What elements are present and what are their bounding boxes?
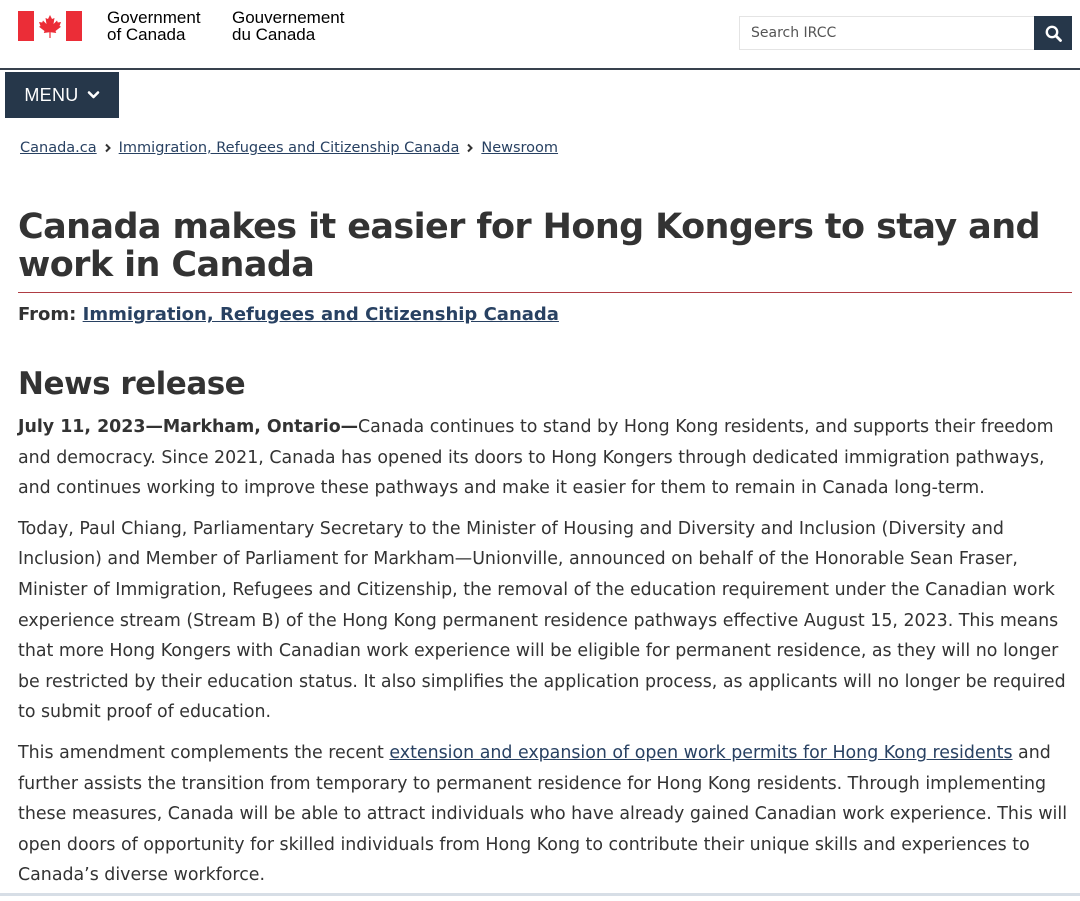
search-icon <box>1045 25 1062 42</box>
breadcrumb-link-ircc[interactable]: Immigration, Refugees and Citizenship Canada <box>118 140 460 156</box>
search-form <box>739 16 1072 50</box>
menu-button[interactable] <box>5 72 119 118</box>
from-department-link[interactable]: Immigration, Refugees and Citizenship Canada <box>82 304 559 325</box>
search-input[interactable] <box>739 16 1034 50</box>
menu-label: MENU <box>24 84 79 105</box>
site-header <box>0 0 1080 70</box>
breadcrumb <box>20 140 558 156</box>
paragraph-2: Today, Paul Chiang, Parliamentary Secretary to the Minister of Housing and Diversity and Inclusion (Diversity and Inclusion) and Member of Parliament for Markham—Unionville, announced on behalf of the Honorable Sean Fraser, Minister of Immigration, Refugees and Citizenship, the removal of the education requirement under the Canadian work experience stream (Stream B) of the Hong Kong permanent residence pathways effective August 15, 2023. This means that more Hong Kongers with Canadian work experience will be eligible for permanent residence, as they will no longer be restricted by their education status. It also simplifies the application process, as applicants will no longer be required to submit proof of education. <box>18 518 1066 723</box>
title-divider <box>18 292 1072 293</box>
chevron-down-icon <box>87 90 100 100</box>
paragraph-3-before: This amendment complements the recent <box>18 742 390 763</box>
wordmark-fr-line1: Gouvernement <box>232 8 345 27</box>
section-heading: News release <box>18 366 246 402</box>
paragraph-3-after: and further assists the transition from temporary to permanent residence for Hong Kong residents. Through implementing these measures, Canada will be able to attract individuals who have already gained Canadian work experience. This will open doors of opportunity for skilled individuals from Hong Kong to contribute their unique skills and experiences to Canada’s diverse workforce. <box>18 742 1068 886</box>
page-title: Canada makes it easier for Hong Kongers to stay and work in Canada <box>18 207 1040 285</box>
wordmark-french <box>232 9 344 43</box>
canada-flag-logo[interactable] <box>18 11 82 41</box>
from-line <box>18 304 559 325</box>
wordmark-english <box>107 9 201 43</box>
wordmark-fr-line2: du Canada <box>232 25 316 44</box>
search-button[interactable] <box>1034 16 1072 50</box>
dateline: July 11, 2023—Markham, Ontario— <box>18 417 359 437</box>
chevron-right-icon <box>97 143 119 153</box>
wordmark-en-line1: Government <box>107 8 201 27</box>
from-label: From: <box>18 304 77 325</box>
paragraph-1 <box>18 412 1074 504</box>
breadcrumb-link-canada[interactable]: Canada.ca <box>20 140 97 156</box>
paragraph-1-text: Canada continues to stand by Hong Kong residents, and supports their freedom and democracy. Since 2021, Canada has opened its doors to Hong Kongers through dedicated immigration pathways, and continues working to improve these pathways and make it easier for them to remain in Canada long-term. <box>18 417 1054 499</box>
chevron-right-icon <box>459 143 481 153</box>
wordmark-en-line2: of Canada <box>107 25 186 44</box>
open-work-permits-link[interactable]: extension and expansion of open work permits for Hong Kong residents <box>389 742 1013 763</box>
paragraph-3 <box>18 738 1074 891</box>
breadcrumb-link-newsroom[interactable]: Newsroom <box>481 140 559 156</box>
article-body <box>18 412 1074 901</box>
